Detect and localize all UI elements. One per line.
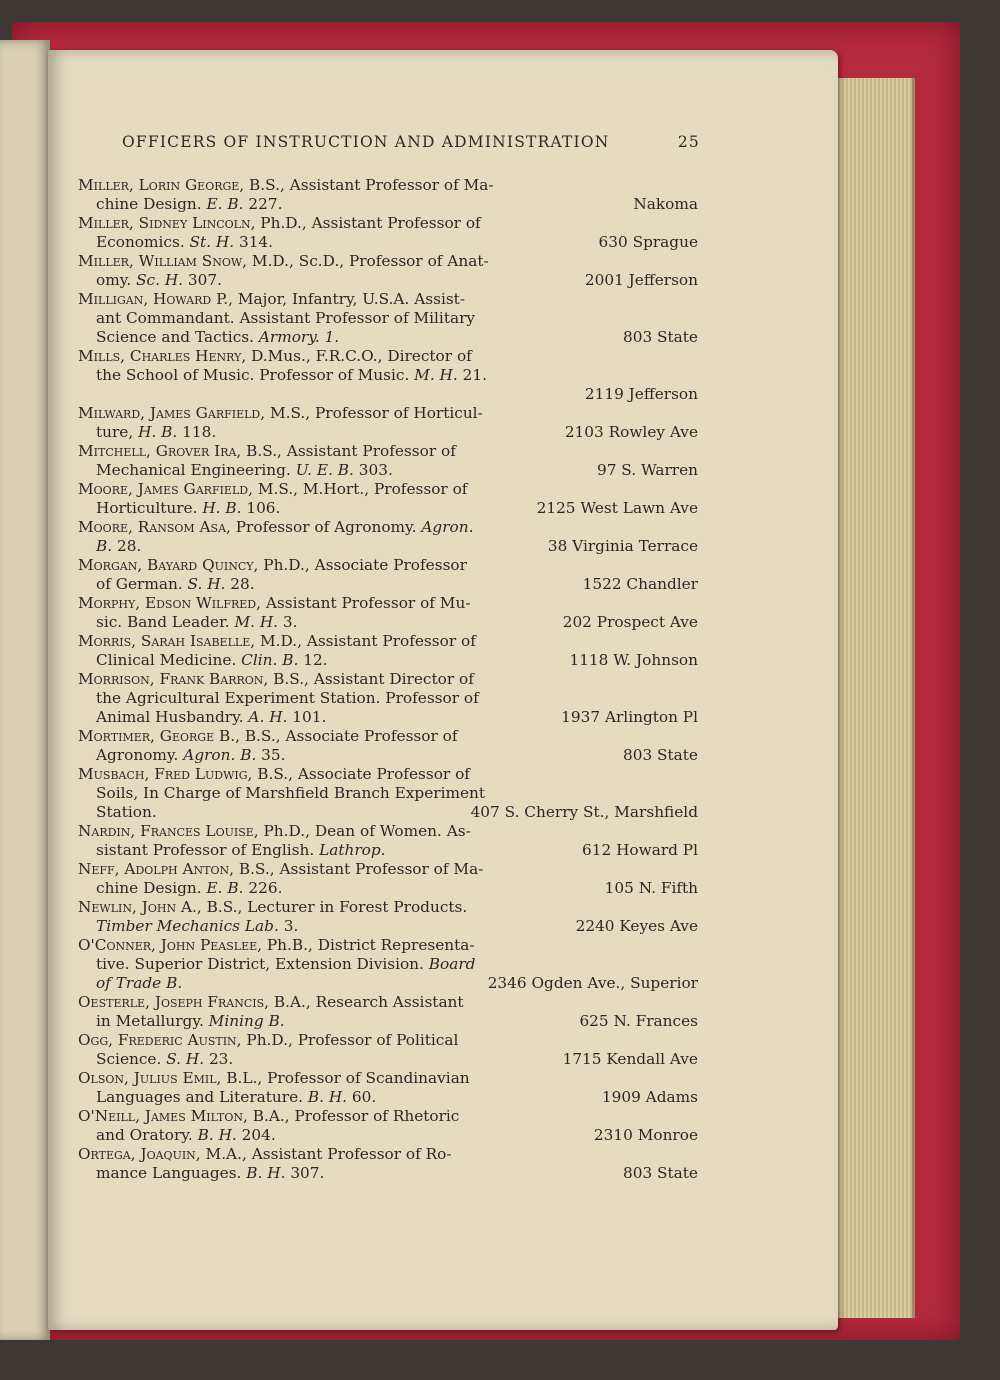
entry-line bbox=[78, 575, 698, 594]
entry-description: B.A., Research Assistant bbox=[269, 993, 464, 1011]
entry-name: Morphy, Edson Wilfred, bbox=[78, 594, 261, 612]
entry-address: Nakoma bbox=[633, 195, 698, 213]
entry-location: H. B. bbox=[138, 423, 178, 441]
entry-description: B.S., Lecturer in Forest Products. bbox=[201, 898, 468, 916]
entry-name: Olson, Julius Emil, bbox=[78, 1069, 222, 1087]
entry-room: 60. bbox=[347, 1088, 377, 1106]
directory-entry bbox=[78, 632, 698, 670]
entry-description: Ph.B., District Representa- bbox=[262, 936, 475, 954]
entry-name: Morris, Sarah Isabelle, bbox=[78, 632, 256, 650]
entry-line bbox=[78, 632, 698, 651]
entry-name: Nardin, Frances Louise, bbox=[78, 822, 259, 840]
entry-line bbox=[78, 1031, 698, 1050]
entry-room: 204. bbox=[236, 1126, 276, 1144]
entry-name: Morrison, Frank Barron, bbox=[78, 670, 269, 688]
entry-description: Station. bbox=[96, 803, 157, 821]
entry-line bbox=[78, 556, 698, 575]
entry-location: M. H. bbox=[234, 613, 279, 631]
entry-address: 202 Prospect Ave bbox=[562, 613, 698, 631]
entry-description: Ph.D., Assistant Professor of bbox=[255, 214, 481, 232]
entry-room: 21. bbox=[457, 366, 487, 384]
entry-line bbox=[78, 1126, 698, 1145]
entry-room: 118. bbox=[177, 423, 217, 441]
entry-line bbox=[78, 271, 698, 290]
entry-line bbox=[78, 499, 698, 518]
directory-entry bbox=[78, 1145, 698, 1183]
entry-address: 2310 Monroe bbox=[593, 1126, 698, 1144]
entry-description: tive. Superior District, Extension Division. bbox=[96, 955, 429, 973]
entry-line bbox=[78, 746, 698, 765]
entry-line bbox=[78, 385, 698, 404]
entry-name: Mills, Charles Henry, bbox=[78, 347, 247, 365]
directory-entry bbox=[78, 480, 698, 518]
entry-location: B. H. bbox=[197, 1126, 237, 1144]
entry-address: 625 N. Frances bbox=[579, 1012, 698, 1030]
directory-entry bbox=[78, 822, 698, 860]
entry-description: B.L., Professor of Scandinavian bbox=[221, 1069, 470, 1087]
entry-room: 12. bbox=[298, 651, 328, 669]
entry-address: 2001 Jefferson bbox=[584, 271, 698, 289]
entry-room: 307. bbox=[183, 271, 222, 289]
directory-entry bbox=[78, 1107, 698, 1145]
entry-description: ant Commandant. Assistant Professor of Military bbox=[96, 309, 476, 327]
entry-room: 226. bbox=[243, 879, 283, 897]
entry-description: B.S., Associate Professor of bbox=[239, 727, 458, 745]
entry-name: Milward, James Garfield, bbox=[78, 404, 266, 422]
entry-description: of German. bbox=[96, 575, 188, 593]
entry-description: Ph.D., Professor of Political bbox=[241, 1031, 459, 1049]
entry-description: mance Languages. bbox=[96, 1164, 247, 1182]
entry-description: in Metallurgy. bbox=[96, 1012, 209, 1030]
entry-description: Agronomy. bbox=[96, 746, 184, 764]
entry-room: 3. bbox=[278, 917, 299, 935]
entry-description: Ph.D., Dean of Women. As- bbox=[258, 822, 471, 840]
entry-line bbox=[78, 955, 698, 974]
entry-address: 38 Virginia Terrace bbox=[547, 537, 698, 555]
entry-line bbox=[78, 936, 698, 955]
entry-line bbox=[78, 822, 698, 841]
entry-location: Board bbox=[428, 955, 476, 973]
directory-entry bbox=[78, 670, 698, 727]
entry-line bbox=[78, 176, 698, 195]
entry-name: Newlin, John A., bbox=[78, 898, 202, 916]
entry-room: 307. bbox=[285, 1164, 325, 1182]
entry-location: S. H. bbox=[166, 1050, 205, 1068]
entry-location: B. H. bbox=[246, 1164, 286, 1182]
entry-line bbox=[78, 366, 698, 385]
entry-description: Mechanical Engineering. bbox=[96, 461, 296, 479]
entry-location: of Trade B. bbox=[96, 974, 183, 992]
entry-address: 1118 W. Johnson bbox=[569, 651, 698, 669]
entry-address: 1522 Chandler bbox=[582, 575, 698, 593]
entry-location: Mining B. bbox=[208, 1012, 285, 1030]
entry-location: Timber Mechanics Lab. bbox=[96, 917, 279, 935]
entry-line bbox=[78, 537, 698, 556]
entry-description: Professor of Agronomy. bbox=[230, 518, 422, 536]
entry-address: 2103 Rowley Ave bbox=[564, 423, 698, 441]
entry-location: B. bbox=[96, 537, 113, 555]
entry-line bbox=[78, 233, 698, 252]
entry-line bbox=[78, 879, 698, 898]
previous-page-edge bbox=[0, 40, 50, 1340]
entry-line bbox=[78, 784, 698, 803]
entry-description: M.D., Sc.D., Professor of Anat- bbox=[247, 252, 489, 270]
entry-line bbox=[78, 917, 698, 936]
entry-line bbox=[78, 1164, 698, 1183]
entry-line bbox=[78, 993, 698, 1012]
entry-line bbox=[78, 328, 698, 347]
directory-entry bbox=[78, 1069, 698, 1107]
entry-location: St. H. bbox=[189, 233, 235, 251]
entry-location: E. B. bbox=[206, 195, 244, 213]
entry-location: A. H. bbox=[248, 708, 288, 726]
entry-line bbox=[78, 518, 698, 537]
entry-description: the School of Music. Professor of Music. bbox=[96, 366, 415, 384]
entry-line bbox=[78, 898, 698, 917]
entry-address: 803 State bbox=[622, 328, 698, 346]
entry-name: Miller, William Snow, bbox=[78, 252, 248, 270]
entry-line bbox=[78, 670, 698, 689]
entry-description: M.D., Assistant Professor of bbox=[255, 632, 476, 650]
entry-location: Agron. bbox=[421, 518, 474, 536]
entry-description: D.Mus., F.R.C.O., Director of bbox=[246, 347, 472, 365]
entry-line bbox=[78, 727, 698, 746]
entry-line bbox=[78, 689, 698, 708]
entry-line bbox=[78, 974, 698, 993]
directory-entry bbox=[78, 594, 698, 632]
entry-address: 2125 West Lawn Ave bbox=[536, 499, 698, 517]
page-number: 25 bbox=[677, 133, 700, 151]
entry-location: Armory. 1. bbox=[258, 328, 340, 346]
entry-location: U. E. B. bbox=[295, 461, 354, 479]
entry-location: Sc. H. bbox=[136, 271, 184, 289]
entry-description: B.S., Assistant Professor of Ma- bbox=[244, 176, 494, 194]
entry-line bbox=[78, 1088, 698, 1107]
entry-room: 35. bbox=[256, 746, 286, 764]
entry-line bbox=[78, 841, 698, 860]
entry-name: Milligan, Howard P., bbox=[78, 290, 233, 308]
entry-name: Ogg, Frederic Austin, bbox=[78, 1031, 242, 1049]
entry-name: O'Neill, James Milton, bbox=[78, 1107, 248, 1125]
entry-location: S. H. bbox=[187, 575, 226, 593]
entry-line bbox=[78, 214, 698, 233]
directory-entry bbox=[78, 214, 698, 252]
entry-name: Miller, Lorin George, bbox=[78, 176, 245, 194]
entry-line bbox=[78, 423, 698, 442]
entry-line bbox=[78, 860, 698, 879]
entry-description: B.A., Professor of Rhetoric bbox=[247, 1107, 460, 1125]
entry-line bbox=[78, 347, 698, 366]
entry-name: O'Conner, John Peaslee, bbox=[78, 936, 263, 954]
entry-location: Lathrop. bbox=[319, 841, 386, 859]
entry-description: omy. bbox=[96, 271, 137, 289]
directory-entry bbox=[78, 518, 698, 556]
entry-location: B. H. bbox=[307, 1088, 348, 1106]
directory-entry bbox=[78, 936, 698, 993]
entry-description: Major, Infantry, U.S.A. Assist- bbox=[233, 290, 465, 308]
entry-description: Clinical Medicine. bbox=[96, 651, 242, 669]
entry-line bbox=[78, 651, 698, 670]
entry-description: and Oratory. bbox=[96, 1126, 198, 1144]
entry-line bbox=[78, 309, 698, 328]
entry-line bbox=[78, 1107, 698, 1126]
entry-address: 2119 Jefferson bbox=[584, 385, 698, 403]
entry-description: chine Design. bbox=[96, 879, 207, 897]
entry-address: 803 State bbox=[622, 746, 698, 764]
entry-description: Science and Tactics. bbox=[96, 328, 259, 346]
entry-address: 612 Howard Pl bbox=[582, 841, 698, 859]
entry-description: chine Design. bbox=[96, 195, 207, 213]
entry-line bbox=[78, 1145, 698, 1164]
entry-line bbox=[78, 1012, 698, 1031]
entry-name: Neff, Adolph Anton, bbox=[78, 860, 234, 878]
entry-location: H. B. bbox=[202, 499, 242, 517]
entry-name: Ortega, Joaquin, bbox=[78, 1145, 201, 1163]
entry-description: Soils, In Charge of Marshfield Branch Experiment bbox=[96, 784, 486, 802]
entry-location: E. B. bbox=[206, 879, 244, 897]
entry-room: 106. bbox=[241, 499, 281, 517]
entry-line bbox=[78, 803, 698, 822]
entry-description: ture, bbox=[96, 423, 139, 441]
directory-entry bbox=[78, 898, 698, 936]
entry-line bbox=[78, 461, 698, 480]
entry-description: B.S., Assistant Director of bbox=[268, 670, 474, 688]
directory-entry bbox=[78, 404, 698, 442]
entry-description: M.S., M.Hort., Professor of bbox=[252, 480, 468, 498]
entry-line bbox=[78, 252, 698, 271]
entry-line bbox=[78, 195, 698, 214]
entry-description: B.S., Associate Professor of bbox=[252, 765, 470, 783]
entry-description: Economics. bbox=[96, 233, 190, 251]
entry-name: Miller, Sidney Lincoln, bbox=[78, 214, 256, 232]
entry-line bbox=[78, 1050, 698, 1069]
entry-address: 1715 Kendall Ave bbox=[562, 1050, 698, 1068]
entry-name: Musbach, Fred Ludwig, bbox=[78, 765, 253, 783]
entry-location: Clin. B. bbox=[241, 651, 299, 669]
entry-room: 28. bbox=[225, 575, 255, 593]
entry-line bbox=[78, 765, 698, 784]
running-header bbox=[122, 133, 700, 151]
entry-address: 630 Sprague bbox=[598, 233, 698, 251]
entry-description: Animal Husbandry. bbox=[96, 708, 249, 726]
directory-entry bbox=[78, 556, 698, 594]
directory-entry bbox=[78, 860, 698, 898]
entry-address: 407 S. Cherry St., Marshfield bbox=[470, 803, 698, 821]
entry-description: sic. Band Leader. bbox=[96, 613, 235, 631]
entry-name: Mitchell, Grover Ira, bbox=[78, 442, 242, 460]
entry-address: 1937 Arlington Pl bbox=[561, 708, 698, 726]
entry-location: Agron. B. bbox=[183, 746, 257, 764]
entry-description: Languages and Literature. bbox=[96, 1088, 308, 1106]
entry-line bbox=[78, 290, 698, 309]
entry-line bbox=[78, 708, 698, 727]
entry-name: Morgan, Bayard Quincy, bbox=[78, 556, 259, 574]
directory-entry bbox=[78, 442, 698, 480]
entry-address: 105 N. Fifth bbox=[604, 879, 698, 897]
entry-room: 23. bbox=[204, 1050, 234, 1068]
entry-address: 2346 Ogden Ave., Superior bbox=[487, 974, 698, 992]
entry-name: Moore, James Garfield, bbox=[78, 480, 253, 498]
entry-line bbox=[78, 404, 698, 423]
directory-entry bbox=[78, 1031, 698, 1069]
entry-line bbox=[78, 594, 698, 613]
header-title: OFFICERS OF INSTRUCTION AND ADMINISTRATION bbox=[122, 133, 610, 151]
entry-description: Assistant Professor of Mu- bbox=[260, 594, 471, 612]
entry-description: the Agricultural Experiment Station. Professor of bbox=[96, 689, 479, 707]
entry-description: B.S., Assistant Professor of bbox=[241, 442, 456, 460]
entry-line bbox=[78, 480, 698, 499]
entry-description: sistant Professor of English. bbox=[96, 841, 320, 859]
entry-room: 3. bbox=[278, 613, 298, 631]
entry-room: 314. bbox=[234, 233, 274, 251]
directory-entry bbox=[78, 290, 698, 347]
directory-entry bbox=[78, 176, 698, 214]
directory-entry bbox=[78, 727, 698, 765]
entry-description: Horticulture. bbox=[96, 499, 203, 517]
entry-description: M.S., Professor of Horticul- bbox=[265, 404, 483, 422]
entry-address: 1909 Adams bbox=[601, 1088, 698, 1106]
entry-description: Science. bbox=[96, 1050, 167, 1068]
directory-entries bbox=[78, 176, 698, 1183]
entry-line bbox=[78, 613, 698, 632]
entry-address: 2240 Keyes Ave bbox=[575, 917, 698, 935]
entry-room: 303. bbox=[353, 461, 393, 479]
entry-room: 227. bbox=[243, 195, 283, 213]
entry-room: 28. bbox=[112, 537, 142, 555]
entry-description: Ph.D., Associate Professor bbox=[258, 556, 467, 574]
directory-entry bbox=[78, 765, 698, 822]
entry-description: B.S., Assistant Professor of Ma- bbox=[233, 860, 484, 878]
entry-name: Oesterle, Joseph Francis, bbox=[78, 993, 270, 1011]
entry-description: 101. bbox=[287, 708, 327, 726]
directory-entry bbox=[78, 252, 698, 290]
entry-address: 97 S. Warren bbox=[596, 461, 698, 479]
entry-line bbox=[78, 1069, 698, 1088]
entry-line bbox=[78, 442, 698, 461]
directory-entry bbox=[78, 993, 698, 1031]
entry-description: M.A., Assistant Professor of Ro- bbox=[200, 1145, 452, 1163]
entry-address: 803 State bbox=[622, 1164, 698, 1182]
entry-name: Mortimer, George B., bbox=[78, 727, 240, 745]
entry-name: Moore, Ransom Asa, bbox=[78, 518, 231, 536]
entry-location: M. H. bbox=[414, 366, 458, 384]
directory-entry bbox=[78, 347, 698, 404]
